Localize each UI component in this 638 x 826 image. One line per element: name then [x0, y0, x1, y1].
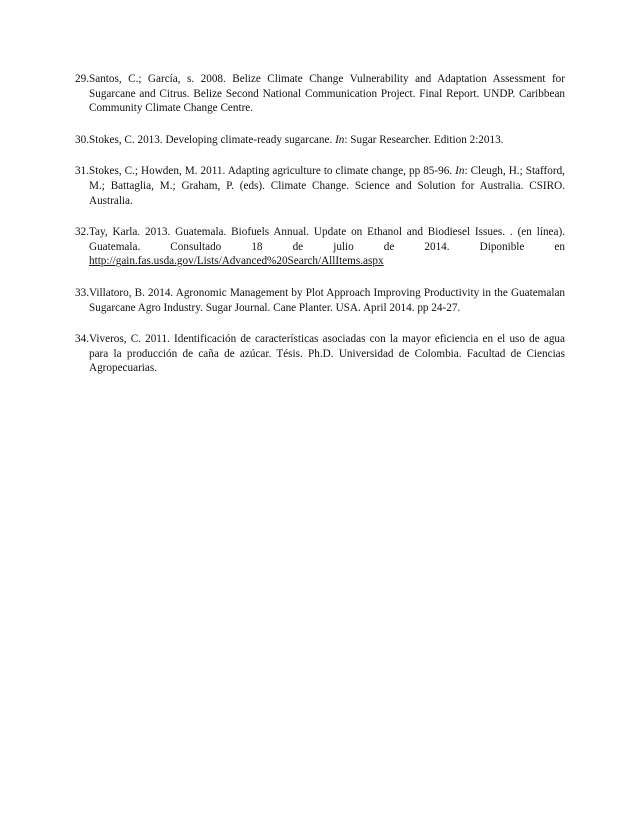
reference-text-part: Tay, Karla. 2013. Guatemala. Biofuels Annual. Update on Ethanol and Biodiesel Issues. . (en línea). Guatemala. Consultado 18 de julio de 2014. Diponible en — [89, 226, 565, 253]
reference-text-part: : Cleugh, H.; Stafford, M.; Battaglia, M.; Graham, P. (eds). Climate Change. Science and Solution for Australia. CSIRO. Australia. — [89, 165, 565, 207]
reference-number: 30. — [75, 133, 89, 146]
reference-text: Viveros, C. 2011. Identificación de características asociadas con la mayor eficiencia en el uso de agua para la producción de caña de azúcar. Tésis. Ph.D. Universidad de Colombia. Facultad de Ciencias Agropecuarias. — [89, 333, 565, 375]
reference-item — [75, 164, 565, 208]
reference-text — [89, 134, 503, 146]
reference-list — [75, 72, 565, 393]
reference-text: Villatoro, B. 2014. Agronomic Management by Plot Approach Improving Productivity in the Guatemalan Sugarcane Agro Industry. Sugar Journal. Cane Planter. USA. April 2014. pp 24-27. — [89, 286, 565, 314]
reference-item — [75, 72, 565, 116]
reference-item — [75, 133, 565, 148]
reference-item — [75, 332, 565, 376]
reference-number: 34. — [75, 333, 89, 346]
reference-text-part: : Sugar Researcher. Edition 2:2013. — [344, 133, 504, 146]
reference-item — [75, 286, 565, 315]
reference-number: 29. — [75, 73, 89, 85]
reference-text-part: Stokes, C. 2013. Developing climate-ready sugarcane. — [89, 133, 336, 146]
reference-italic: In — [455, 165, 465, 178]
reference-item — [75, 225, 565, 269]
reference-text — [89, 226, 565, 267]
reference-italic: In — [335, 133, 345, 146]
reference-number: 32. — [75, 226, 89, 239]
reference-link[interactable]: http://gain.fas.usda.gov/Lists/Advanced%20Search/AllItems.aspx — [89, 255, 384, 268]
reference-number: 31. — [75, 165, 89, 178]
reference-text-part: Stokes, C.; Howden, M. 2011. Adapting agriculture to climate change, pp 85-96. — [89, 165, 456, 178]
reference-number: 33. — [75, 286, 89, 299]
reference-text: Santos, C.; García, s. 2008. Belize Climate Change Vulnerability and Adaptation Assessment for Sugarcane and Citrus. Belize Second National Communication Project. Final Report. UNDP. Caribbean Community Climate Change Centre. — [89, 73, 565, 115]
reference-text — [89, 165, 565, 206]
